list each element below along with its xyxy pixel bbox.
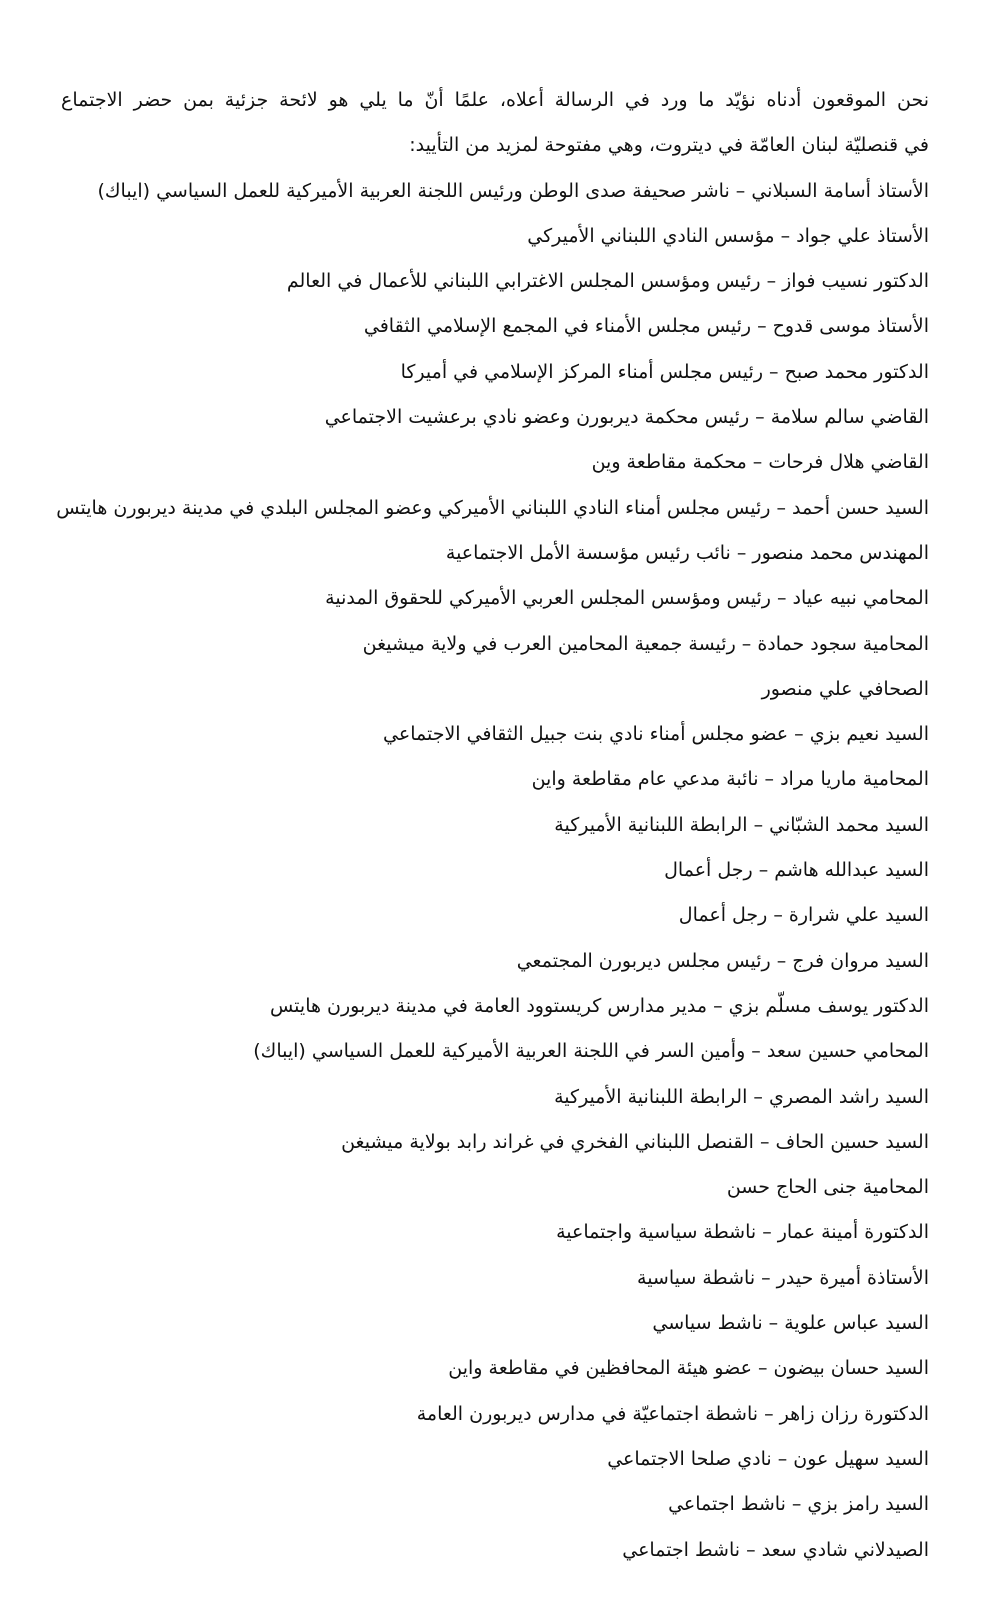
signatory-entry: الأستاذ أسامة السبلاني – ناشر صحيفة صدى الوطن ورئيس اللجنة العربية الأميركية للعمل السياسي (ايباك) [97,179,929,202]
signatory-entry: السيد عباس علوية – ناشط سياسي [652,1312,929,1335]
signatory-entry: الأستاذة أميرة حيدر – ناشطة سياسية [637,1266,929,1289]
signatory-entry: السيد علي شرارة – رجل أعمال [678,904,929,927]
signatory-entry: المحامية ماريا مراد – نائبة مدعي عام مقاطعة واين [531,768,929,791]
signatory-entry: المهندس محمد منصور – نائب رئيس مؤسسة الأمل الاجتماعية [445,541,929,564]
document-body [12,78,929,1573]
signatory-entry: القاضي هلال فرحات – محكمة مقاطعة وين [591,451,929,474]
signatory-entry: الدكتورة أمينة عمار – ناشطة سياسية واجتماعية [556,1221,929,1244]
signatory-entry: المحامية جنى الحاج حسن [726,1176,929,1199]
signatory-entry: الأستاذ علي جواد – مؤسس النادي اللبناني الأميركي [527,224,929,247]
signatory-entry: السيد حسين الحاف – القنصل اللبناني الفخري في غراند رابد بولاية ميشيغن [341,1130,929,1153]
signatory-entry: السيد محمد الشبّاني – الرابطة اللبنانية الأميركية [554,813,929,836]
signatory-entry: السيد سهيل عون – نادي صلحا الاجتماعي [607,1447,929,1470]
signatory-entry: الدكتور نسيب فواز – رئيس ومؤسس المجلس الاغترابي اللبناني للأعمال في العالم [286,270,929,293]
signatory-entry: الأستاذ موسى قدوح – رئيس مجلس الأمناء في المجمع الإسلامي الثقافي [363,315,929,338]
signatory-entry: الصيدلاني شادي سعد – ناشط اجتماعي [622,1538,929,1561]
signatory-entry: المحامي نبيه عياد – رئيس ومؤسس المجلس العربي الأميركي للحقوق المدنية [325,587,929,610]
signatory-entry: السيد حسان بيضون – عضو هيئة المحافظين في مقاطعة واين [448,1357,929,1380]
signatory-entry: المحامية سجود حمادة – رئيسة جمعية المحامين العرب في ولاية ميشيغن [362,632,929,655]
signatory-entry: الدكتورة رزان زاهر – ناشطة اجتماعيّة في مدارس ديربورن العامة [416,1402,929,1425]
signatory-entry: السيد حسن أحمد – رئيس مجلس أمناء النادي اللبناني الأميركي وعضو المجلس البلدي في مدينة ديربورن هايتس [56,496,929,519]
signatory-entry: السيد رامز بزي – ناشط اجتماعي [668,1493,929,1516]
signatory-entry: الصحافي علي منصور [761,677,929,700]
signatory-entry: السيد عبدالله هاشم – رجل أعمال [664,859,929,882]
signatory-entry: السيد راشد المصري – الرابطة اللبنانية الأميركية [554,1085,929,1108]
signatory-entry: المحامي حسين سعد – وأمين السر في اللجنة العربية الأميركية للعمل السياسي (ايباك) [253,1040,929,1063]
intro-line-2: في قنصليّة لبنان العامّة في ديتروت، وهي مفتوحة لمزيد من التأييد: [409,134,929,157]
signatory-entry: السيد نعيم بزي – عضو مجلس أمناء نادي بنت جبيل الثقافي الاجتماعي [383,723,929,746]
signatory-entry: السيد مروان فرج – رئيس مجلس ديربورن المجتمعي [516,949,929,972]
signatory-entry: القاضي سالم سلامة – رئيس محكمة ديربورن وعضو نادي برعشيت الاجتماعي [324,406,929,429]
signatory-entry: الدكتور يوسف مسلّم بزي – مدير مدارس كريستوود العامة في مدينة ديربورن هايتس [269,994,929,1017]
signatory-list [12,169,929,1573]
signatory-entry: الدكتور محمد صبح – رئيس مجلس أمناء المركز الإسلامي في أميركا [400,360,929,383]
intro-line-1: نحن الموقعون أدناه نؤيّد ما ورد في الرسالة أعلاه، علمًا أنّ ما يلي هو لائحة جزئية بمن حضر الاجتماع [61,89,929,111]
